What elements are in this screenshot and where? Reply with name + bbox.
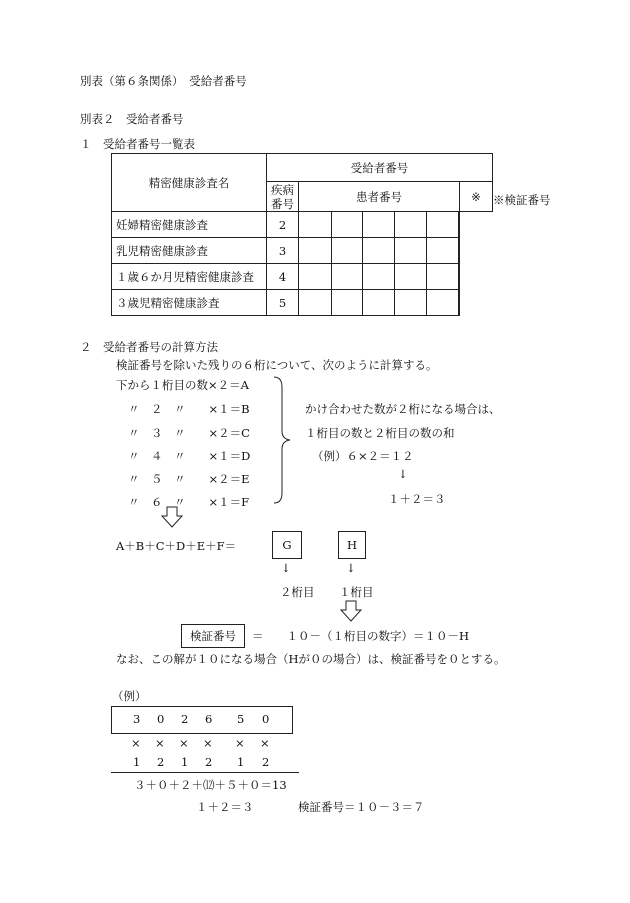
example-digit: 0 — [157, 712, 165, 726]
note-result: １＋２＝３ — [388, 492, 446, 506]
disease-label-line1: 疾病 — [271, 182, 294, 197]
step-line: 〃 ５ 〃 ×２＝E — [128, 472, 250, 486]
row-exam-name: 乳児精密健康診査 — [112, 238, 267, 264]
row-exam-name: ３歳児精密健康診査 — [112, 290, 267, 316]
row-code: 2 — [267, 212, 299, 238]
zero-note: なお、この解が１０になる場合（Hが０の場合）は、検証番号を０とする。 — [116, 652, 506, 666]
hollow-down-arrow-icon — [340, 600, 362, 622]
note-example: （例）６×２＝１２ — [312, 449, 414, 463]
example-sum: ３＋０＋２＋⑿＋５＋０＝13 — [134, 778, 287, 792]
step-line: 〃 ６ 〃 ×１＝F — [128, 495, 250, 509]
header-patient-number: 患者番号 — [299, 182, 460, 212]
example-digit: 0 — [262, 712, 270, 726]
header-disease-number — [267, 182, 299, 212]
row-exam-name: １歳６か月児精密健康診査 — [112, 264, 267, 290]
subheading: 別表２ 受給者番号 — [80, 112, 184, 126]
table-row — [112, 290, 493, 316]
sum-formula: A＋B＋C＋D＋E＋F＝ — [116, 539, 237, 553]
section1-title: １ 受給者番号一覧表 — [80, 137, 195, 151]
table-row — [112, 264, 493, 290]
note-line1: かけ合わせた数が２桁になる場合は、 — [305, 402, 501, 416]
page-heading: 別表（第６条関係） 受給者番号 — [80, 74, 247, 88]
g-label: ２桁目 — [280, 585, 315, 599]
example-result: 検証番号＝１０－３＝７ — [298, 800, 425, 814]
header-exam-name: 精密健康診査名 — [112, 154, 267, 212]
example-digit: 6 — [205, 712, 213, 726]
verification-side-note: ※検証番号 — [493, 193, 551, 207]
box-g: G — [272, 531, 302, 559]
table-row — [112, 238, 493, 264]
h-down-arrow: ↓ — [346, 561, 356, 575]
header-recipient-number: 受給者番号 — [267, 154, 493, 182]
example-multiplier: 1 — [181, 755, 189, 769]
example-multiplier: 2 — [157, 755, 165, 769]
note-line2: １桁目の数と２桁目の数の和 — [305, 426, 455, 440]
example-multiplier: 2 — [205, 755, 213, 769]
row-code: 5 — [267, 290, 299, 316]
example-label: （例） — [112, 689, 147, 703]
example-times: × — [235, 736, 245, 750]
section2-title: ２ 受給者番号の計算方法 — [80, 340, 218, 354]
step-line: 〃 ２ 〃 ×１＝B — [128, 402, 250, 416]
g-down-arrow: ↓ — [281, 561, 291, 575]
header-mark: ※ — [460, 182, 493, 212]
example-times: × — [131, 736, 141, 750]
step-line: 〃 ３ 〃 ×２＝C — [128, 426, 250, 440]
example-multiplier: 1 — [237, 755, 245, 769]
row-code: 3 — [267, 238, 299, 264]
example-times: × — [203, 736, 213, 750]
verify-number-box: 検証番号 — [181, 624, 245, 648]
example-carry: １＋２＝３ — [196, 800, 254, 814]
note-down-arrow: ↓ — [398, 467, 408, 481]
h-label: １桁目 — [339, 585, 374, 599]
section2-intro: 検証番号を除いた残りの６桁について、次のように計算する。 — [116, 358, 438, 372]
verify-formula: ＝ １０－（１桁目の数字）＝１０－H — [252, 629, 470, 643]
example-sum-rule — [111, 772, 299, 773]
right-brace-icon — [272, 375, 294, 505]
row-code: 4 — [267, 264, 299, 290]
example-digit: 5 — [237, 712, 245, 726]
example-times: × — [260, 736, 270, 750]
recipient-number-table — [111, 153, 493, 316]
example-multiplier: 2 — [262, 755, 270, 769]
step-line: 〃 ４ 〃 ×１＝D — [128, 449, 251, 463]
example-digit: 2 — [181, 712, 189, 726]
disease-label-line2: 番号 — [271, 196, 294, 211]
example-times: × — [155, 736, 165, 750]
table-row — [112, 212, 493, 238]
box-h: H — [338, 531, 366, 559]
example-multiplier: 1 — [133, 755, 141, 769]
example-digit: 3 — [133, 712, 141, 726]
step-line: 下から１桁目の数×２＝A — [116, 378, 249, 392]
hollow-down-arrow-icon — [161, 506, 183, 528]
example-times: × — [179, 736, 189, 750]
row-exam-name: 妊婦精密健康診査 — [112, 212, 267, 238]
